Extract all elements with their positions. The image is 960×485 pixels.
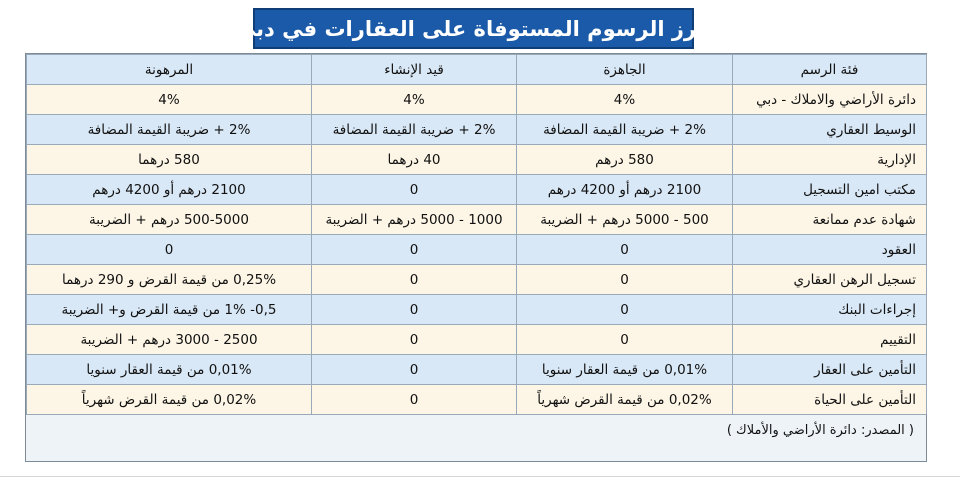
- table-cell: 0,02% من قيمة القرض شهرياً: [27, 385, 312, 415]
- table-cell: 4%: [312, 85, 517, 115]
- table-cell: 0: [312, 325, 517, 355]
- table-row: [27, 115, 927, 145]
- row-label-cell: التأمين على العقار: [733, 355, 927, 385]
- table-cell: 2% + ضريبة القيمة المضافة: [312, 115, 517, 145]
- table-cell: 0: [517, 325, 733, 355]
- table-cell: 0,25% من قيمة القرض و 290 درهما: [27, 265, 312, 295]
- table-cell: 4%: [517, 85, 733, 115]
- table-row: [27, 355, 927, 385]
- table-row: [27, 175, 927, 205]
- table-cell: 0: [517, 295, 733, 325]
- table-row: [27, 265, 927, 295]
- table-cell: 0: [312, 235, 517, 265]
- row-label-cell: العقود: [733, 235, 927, 265]
- table-cell: 0,5- 1% من قيمة القرض و+ الضريبة: [27, 295, 312, 325]
- row-label-cell: التأمين على الحياة: [733, 385, 927, 415]
- row-label-cell: دائرة الأراضي والاملاك - دبي: [733, 85, 927, 115]
- row-label-cell: إجراءات البنك: [733, 295, 927, 325]
- row-label-cell: الوسيط العقاري: [733, 115, 927, 145]
- table-row: [27, 385, 927, 415]
- table-cell: 1000 - 5000 درهم + الضريبة: [312, 205, 517, 235]
- table-cell: 2500 - 3000 درهم + الضريبة: [27, 325, 312, 355]
- source-note: ( المصدر: دائرة الأراضي والأملاك ): [726, 423, 914, 438]
- table-cell: 0: [312, 175, 517, 205]
- page-title: أبرز الرسوم المستوفاة على العقارات في دبي: [234, 16, 713, 41]
- table-cell: 0: [312, 355, 517, 385]
- table-header-row: [27, 55, 927, 85]
- title-banner: [234, 8, 713, 49]
- table-cell: 0,02% من قيمة القرض شهرياً: [517, 385, 733, 415]
- table-row: [27, 295, 927, 325]
- table-cell: 2% + ضريبة القيمة المضافة: [517, 115, 733, 145]
- table-row: [27, 85, 927, 115]
- fees-table: [26, 54, 927, 415]
- table-cell: 0: [517, 265, 733, 295]
- header-cell-fee-category: فئة الرسم: [733, 55, 927, 85]
- table-cell: 0,01% من قيمة العقار سنويا: [517, 355, 733, 385]
- table-cell: 0,01% من قيمة العقار سنويا: [27, 355, 312, 385]
- table-cell: 580 درهم: [517, 145, 733, 175]
- table-row: [27, 235, 927, 265]
- table-cell: 2100 درهم أو 4200 درهم: [517, 175, 733, 205]
- table-cell: 500-5000 درهم + الضريبة: [27, 205, 312, 235]
- table-row: [27, 145, 927, 175]
- row-label-cell: شهادة عدم ممانعة: [733, 205, 927, 235]
- table-cell: 0: [517, 235, 733, 265]
- header-cell-ready: الجاهزة: [517, 55, 733, 85]
- table-cell: 2100 درهم أو 4200 درهم: [27, 175, 312, 205]
- table-cell: 4%: [27, 85, 312, 115]
- row-label-cell: مكتب امين التسجيل: [733, 175, 927, 205]
- header-cell-off-plan: قيد الإنشاء: [312, 55, 517, 85]
- table-row: [27, 205, 927, 235]
- divider: [0, 476, 960, 477]
- table-cell: 40 درهما: [312, 145, 517, 175]
- table-cell: 0: [312, 265, 517, 295]
- table-cell: 2% + ضريبة القيمة المضافة: [27, 115, 312, 145]
- table-cell: 0: [312, 385, 517, 415]
- table-row: [27, 325, 927, 355]
- row-label-cell: التقييم: [733, 325, 927, 355]
- table-cell: 580 درهما: [27, 145, 312, 175]
- header-cell-mortgaged: المرهونة: [27, 55, 312, 85]
- fees-table-container: [25, 53, 927, 462]
- table-cell: 500 - 5000 درهم + الضريبة: [517, 205, 733, 235]
- row-label-cell: تسجيل الرهن العقاري: [733, 265, 927, 295]
- table-cell: 0: [27, 235, 312, 265]
- table-cell: 0: [312, 295, 517, 325]
- row-label-cell: الإدارية: [733, 145, 927, 175]
